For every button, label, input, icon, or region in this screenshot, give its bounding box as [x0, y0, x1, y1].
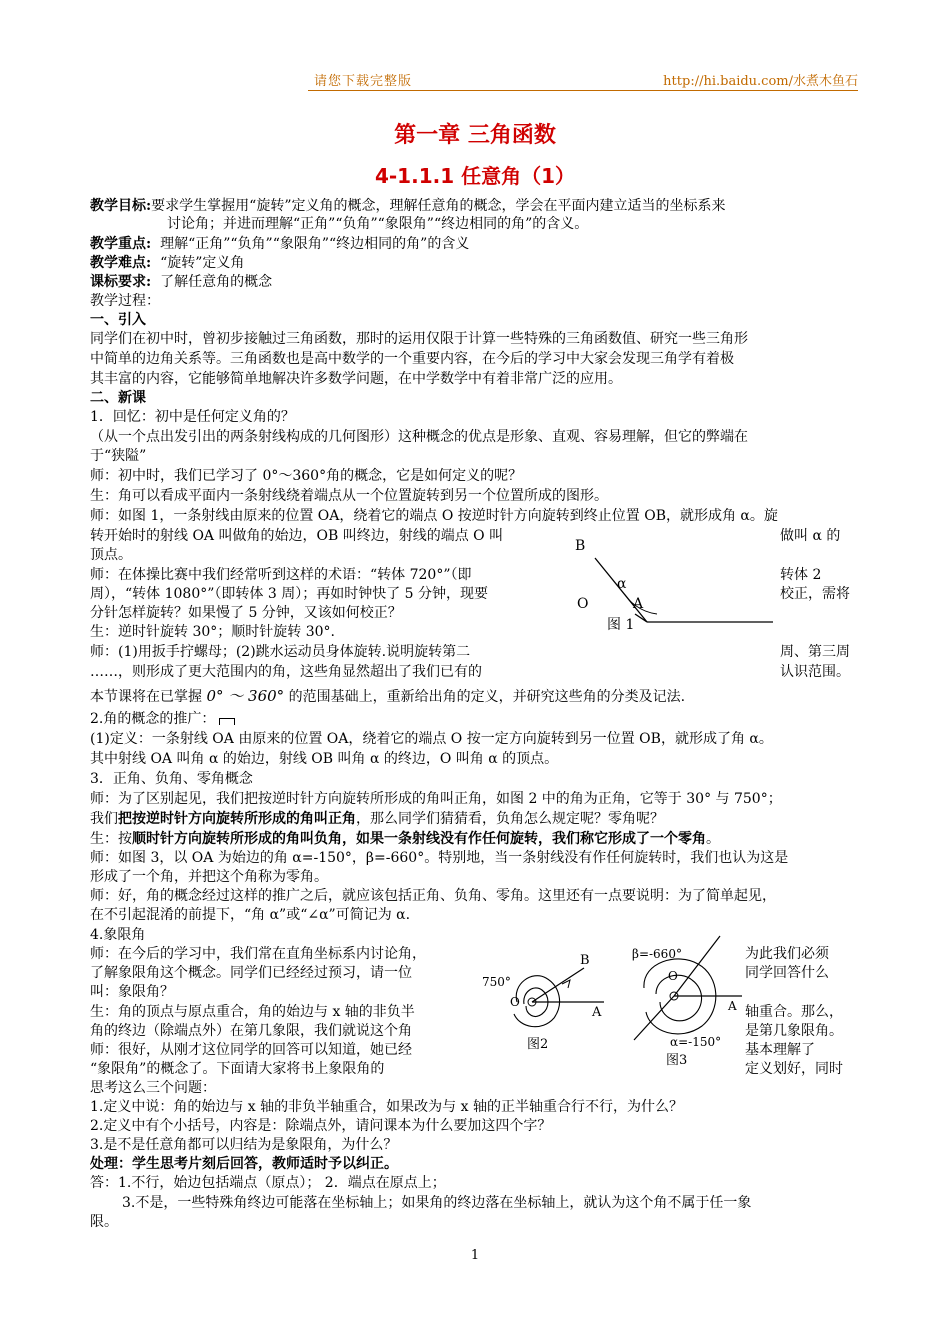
- standard-text: 了解任意角的概念: [160, 274, 273, 290]
- text-line: 做叫 α 的: [780, 528, 841, 544]
- label-o: O: [668, 969, 678, 983]
- intro-para-1: 同学们在初中时，曾初步接触过三角函数，那时的运用仅限于计算一些特殊的三角函数值、研究一些三角形: [90, 331, 748, 347]
- section-new-heading: 二、新课: [90, 390, 146, 406]
- text-line: 处理：学生思考片刻后回答，教师适时予以纠正。: [90, 1156, 398, 1172]
- text-line: 3.是不是任意角都可以归结为是象限角，为什么？: [90, 1137, 398, 1153]
- text-line: 形成了一个角，并把这个角称为零角。: [90, 869, 328, 885]
- label-b: B: [575, 538, 586, 554]
- text-line: [90, 710, 235, 728]
- text-line: 师：(1)用扳手拧螺母；(2)跳水运动员身体旋转.说明旋转第二: [90, 644, 471, 660]
- label-alpha: α: [617, 576, 627, 592]
- standard-line: [90, 273, 272, 291]
- text-line: 于“狭隘”: [90, 448, 147, 464]
- text-fragment: 本节课将在已掌握: [90, 689, 202, 705]
- chapter-title: 第一章 三角函数: [394, 123, 556, 148]
- text-line: 基本理解了: [745, 1042, 815, 1058]
- label-a: A: [728, 999, 737, 1013]
- standard-label: 课标要求:: [90, 274, 152, 290]
- text-line: 1．回忆：初中是任何定义角的？: [90, 409, 295, 425]
- text-line: 4.象限角: [90, 927, 146, 943]
- text-line: 其中射线 OA 叫角 α 的始边，射线 OB 叫角 α 的终边，O 叫角 α 的顶点。: [90, 751, 559, 767]
- text-line: 周），“转体 1080°”（即转体 3 周）；再如时钟快了 5 分钟，现要: [90, 586, 489, 602]
- objective-line-1: [90, 197, 725, 215]
- label-o: O: [510, 995, 520, 1009]
- text-line: 思考这么三个问题：: [90, 1080, 216, 1096]
- text-line: 师：在今后的学习中，我们常在直角坐标系内讨论角，: [90, 946, 426, 962]
- header-url-link[interactable]: http://hi.baidu.com/水煮木鱼石: [663, 74, 858, 89]
- text-line: 校正，需将: [780, 586, 850, 602]
- text-line: 生：角的顶点与原点重合，角的始边与 x 轴的非负半: [90, 1004, 415, 1020]
- text-fragment: 的范围基础上，重新给出角的定义，并研究这些角的分类及记法.: [288, 689, 686, 705]
- ray-ob: [532, 968, 584, 1002]
- text-line: 3．正角、负角、零角概念: [90, 771, 253, 787]
- text-line: 师：很好，从刚才这位同学的回答可以知道，她已经: [90, 1042, 412, 1058]
- objective-text: 要求学生掌握用“旋转”定义角的概念，理解任意角的概念，学会在平面内建立适当的坐标系来: [151, 198, 726, 214]
- text-line: 转体 2: [780, 567, 822, 583]
- text-line: 答：1.不行，始边包括端点（原点）； 2．端点在原点上；: [90, 1175, 446, 1191]
- ray-beta: [674, 936, 720, 996]
- process-label: 教学过程：: [90, 293, 160, 309]
- key-label: 教学重点:: [90, 236, 152, 252]
- objective-line-2: 讨论角；并进而理解“正角”“负角”“象限角”“终边相同的角”的含义。: [167, 216, 589, 232]
- text-fragment: 。: [706, 831, 720, 847]
- text-fragment: 我们: [90, 811, 118, 827]
- text-line: 是第几象限角。: [745, 1023, 843, 1039]
- text-line: [90, 810, 664, 828]
- label-b: B: [580, 953, 590, 968]
- text-line: 师：在体操比赛中我们经常听到这样的术语：“转体 720°”（即: [90, 567, 472, 583]
- figure-3-caption: 图3: [666, 1053, 688, 1068]
- bold-text: 把按逆时针方向旋转所形成的角叫正角: [118, 811, 356, 827]
- difficulty-label: 教学难点:: [90, 255, 152, 271]
- text-line: 2.定义中有个小括号，内容是：除端点外，请问课本为什么要加这四个字？: [90, 1118, 552, 1134]
- figure-1-caption: 图 1: [607, 617, 635, 633]
- text-line: “象限角”的概念了。下面请大家将书上象限角的: [90, 1061, 385, 1077]
- text-line: 顶点。: [90, 547, 132, 563]
- section-intro-heading: 一、引入: [90, 312, 146, 328]
- text-line: 了解象限角这个概念。同学们已经经过预习，请一位: [90, 965, 412, 981]
- text-line: ……，则形成了更大范围内的角，这些角显然超出了我们已有的: [90, 664, 482, 680]
- text-line: 认识范围。: [780, 664, 850, 680]
- text-fragment: ，那么同学们猜猜看，负角怎么规定呢？零角呢？: [356, 811, 664, 827]
- difficulty-line: [90, 254, 244, 272]
- intro-para-2: 中简单的边角关系等。三角函数也是高中数学的一个重要内容，在今后的学习中大家会发现三角学有着极: [90, 351, 734, 367]
- text-fragment: 生：按: [90, 831, 132, 847]
- header-download-link[interactable]: 请您下载完整版: [314, 74, 413, 89]
- difficulty-text: “旋转”定义角: [160, 255, 245, 271]
- spiral-outer: [514, 976, 560, 1027]
- lesson-title: 4-1.1.1 任意角（1）: [374, 164, 576, 188]
- intro-para-3: 其丰富的内容，它能够简单地解决许多数学问题，在中学数学中有着非常广泛的应用。: [90, 371, 622, 387]
- text-line: 角的终边（除端点外）在第几象限，我们就说这个角: [90, 1023, 412, 1039]
- figure-1: [565, 528, 775, 640]
- label-a: A: [592, 1005, 602, 1020]
- text-line: 为此我们必须: [745, 946, 829, 962]
- text-line: 限。: [90, 1214, 118, 1230]
- text-line: 转开始时的射线 OA 叫做角的始边，OB 叫终边，射线的端点 O 叫: [90, 528, 504, 544]
- text-line: 师：好，角的概念经过这样的推广之后，就应该包括正角、负角、零角。这里还有一点要说明：为了简单起见，: [90, 888, 776, 904]
- text-line: 定义划好，同时: [745, 1061, 843, 1077]
- key-text: 理解“正角”“负角”“象限角”“终边相同的角”的含义: [160, 236, 470, 252]
- text-line: 师：如图 3，以 OA 为始边的角 α=-150°，β=-660°。特别地，当一条射线没有作任何旋转时，我们也认为这是: [90, 850, 789, 866]
- blank-mark: [219, 718, 235, 725]
- label-750: 750°: [482, 975, 511, 989]
- label-alpha: α=-150°: [670, 1035, 722, 1049]
- text-line: 叫：象限角？: [90, 984, 174, 1000]
- label-a: A: [633, 596, 644, 612]
- page-number: 1: [470, 1248, 480, 1263]
- bold-text: 顺时针方向旋转所形成的角叫负角，如果一条射线没有作任何旋转，我们称它形成了一个零角: [132, 831, 706, 847]
- text-line: 周、第三周: [780, 644, 850, 660]
- figure-3: [622, 930, 744, 1070]
- text-line: 师：如图 1，一条射线由原来的位置 OA，绕着它的端点 O 按逆时针方向旋转到终止位置 OB，就形成角 α。旋: [90, 508, 778, 524]
- text-fragment: 2.角的概念的推广：: [90, 711, 216, 727]
- text-line: 3.不是，一些特殊角终边可能落在坐标轴上；如果角的终边落在坐标轴上，就认为这个角不属于任一象: [122, 1195, 752, 1211]
- text-line: 1.定义中说：角的始边与 x 轴的非负半轴重合，如果改为与 x 轴的正半轴重合行不行，为什么？: [90, 1099, 683, 1115]
- text-line: [90, 687, 685, 706]
- text-line: 师：为了区别起见，我们把按逆时针方向旋转所形成的角叫正角，如图 2 中的角为正角，它等于 30° 与 750°；: [90, 791, 782, 807]
- text-line: 生：逆时针旋转 30°；顺时针旋转 30°.: [90, 624, 335, 640]
- text-line: 在不引起混淆的前提下，“角 α”或“∠α”可简记为 α.: [90, 907, 411, 923]
- ray-alpha: [634, 996, 674, 1040]
- text-line: [90, 830, 720, 848]
- figure-2-caption: 图2: [527, 1037, 549, 1052]
- text-line: 师：初中时，我们已学习了 0°～360°角的概念，它是如何定义的呢？: [90, 468, 523, 484]
- figure-2: [472, 940, 612, 1060]
- key-point-line: [90, 235, 469, 253]
- spiral-middle: [656, 975, 702, 1021]
- text-line: 生：角可以看成平面内一条射线绕着端点从一个位置旋转到另一个位置所成的图形。: [90, 488, 608, 504]
- text-line: (1)定义：一条射线 OA 由原来的位置 OA，绕着它的端点 O 按一定方向旋转到另一位置 OB，就形成了角 α。: [90, 731, 773, 747]
- angle-range: 0° ～ 360°: [206, 687, 285, 705]
- text-line: 轴重合。那么，: [745, 1004, 843, 1020]
- page-header: [308, 68, 858, 91]
- objective-label: 教学目标:: [90, 198, 152, 214]
- text-line: 分针怎样旋转？如果慢了 5 分钟，又该如何校正？: [90, 605, 402, 621]
- label-beta: β=-660°: [632, 947, 682, 961]
- text-line: （从一个点出发引出的两条射线构成的几何图形）这种概念的优点是形象、直观、容易理解，但它的弊端在: [90, 429, 748, 445]
- label-o: O: [577, 596, 589, 612]
- text-line: 同学回答什么: [745, 965, 829, 981]
